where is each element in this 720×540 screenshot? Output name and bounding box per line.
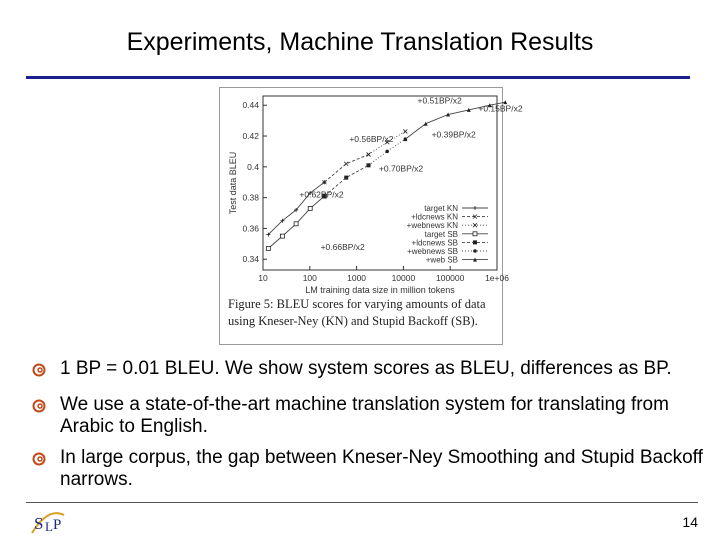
data-point	[403, 129, 407, 133]
legend-label: target KN	[424, 204, 458, 213]
chart-annotation: +0.56BP/x2	[349, 134, 394, 145]
x-tick-label: 100000	[436, 273, 465, 283]
slp-logo	[28, 505, 68, 537]
chart-annotation: +0.62BP/x2	[299, 189, 344, 200]
y-tick-label: 0.44	[242, 100, 259, 111]
x-tick-label: 10	[258, 273, 268, 283]
data-point	[473, 232, 477, 236]
x-tick-label: 100	[302, 273, 317, 283]
page-number: 14	[682, 514, 698, 530]
data-point	[266, 246, 270, 250]
svg-text:P: P	[53, 517, 62, 533]
legend-label: +web SB	[425, 255, 458, 265]
footer-divider	[26, 502, 698, 503]
data-point	[344, 176, 348, 180]
plot-frame	[263, 96, 497, 270]
chart-annotation: +0.66BP/x2	[320, 241, 365, 252]
title-divider	[26, 76, 690, 79]
swirl-bullet-icon	[32, 399, 46, 413]
data-point	[367, 163, 371, 167]
x-tick-label: 10000	[391, 273, 416, 283]
svg-text:S: S	[34, 514, 44, 533]
bullet-text: We use a state-of-the-art machine translation system for translating from Arabic to English.	[60, 394, 669, 437]
data-point	[424, 122, 428, 126]
legend-label: target SB	[424, 229, 458, 239]
y-tick-label: 0.42	[242, 131, 259, 142]
chart-annotation: +0.51BP/x2	[417, 95, 462, 106]
data-point	[280, 234, 284, 238]
legend-label: +ldcnews SB	[411, 238, 458, 248]
swirl-bullet-icon	[32, 363, 46, 377]
data-point	[367, 153, 371, 157]
y-tick-label: 0.34	[242, 254, 259, 265]
data-point	[344, 162, 348, 166]
y-tick-label: 0.36	[242, 223, 259, 234]
legend-label: +webnews SB	[407, 247, 458, 256]
chart-annotation: +0.70BP/x2	[378, 163, 424, 174]
x-axis-label: LM training data size in million tokens	[305, 285, 455, 295]
bullet-text: In large corpus, the gap between Kneser-Ney Smoothing and Stupid Backoff narrows.	[60, 447, 703, 490]
figure-caption: Figure 5: BLEU scores for varying amounts of data using Kneser-Ney (KN) and Stupid Backoff (SB).	[228, 297, 486, 328]
x-tick-label: 1000	[347, 273, 367, 283]
y-tick-label: 0.38	[242, 192, 259, 203]
y-tick-label: 0.4	[247, 161, 259, 172]
chart-annotation: +0.15BP/x2	[478, 103, 523, 114]
data-point	[473, 223, 477, 227]
y-axis-label: Test data BLEU	[228, 151, 238, 215]
legend-label: +ldcnews KN	[411, 212, 458, 222]
data-point	[308, 206, 312, 210]
data-point	[385, 150, 389, 154]
x-tick-label: 1e+06	[485, 273, 509, 283]
slide-title: Experiments, Machine Translation Results	[126, 28, 594, 56]
legend-label: +webnews KN	[406, 221, 458, 231]
data-point	[294, 222, 298, 226]
data-point	[473, 240, 477, 244]
figure-panel	[219, 87, 523, 345]
data-point	[473, 249, 477, 253]
swirl-bullet-icon	[32, 452, 46, 466]
bleu-chart	[220, 88, 523, 296]
chart-annotation: +0.39BP/x2	[431, 129, 476, 140]
svg-text:L: L	[45, 519, 53, 534]
data-point	[473, 206, 477, 210]
bullet-text: 1 BP = 0.01 BLEU. We show system scores as BLEU, differences as BP.	[60, 358, 672, 379]
